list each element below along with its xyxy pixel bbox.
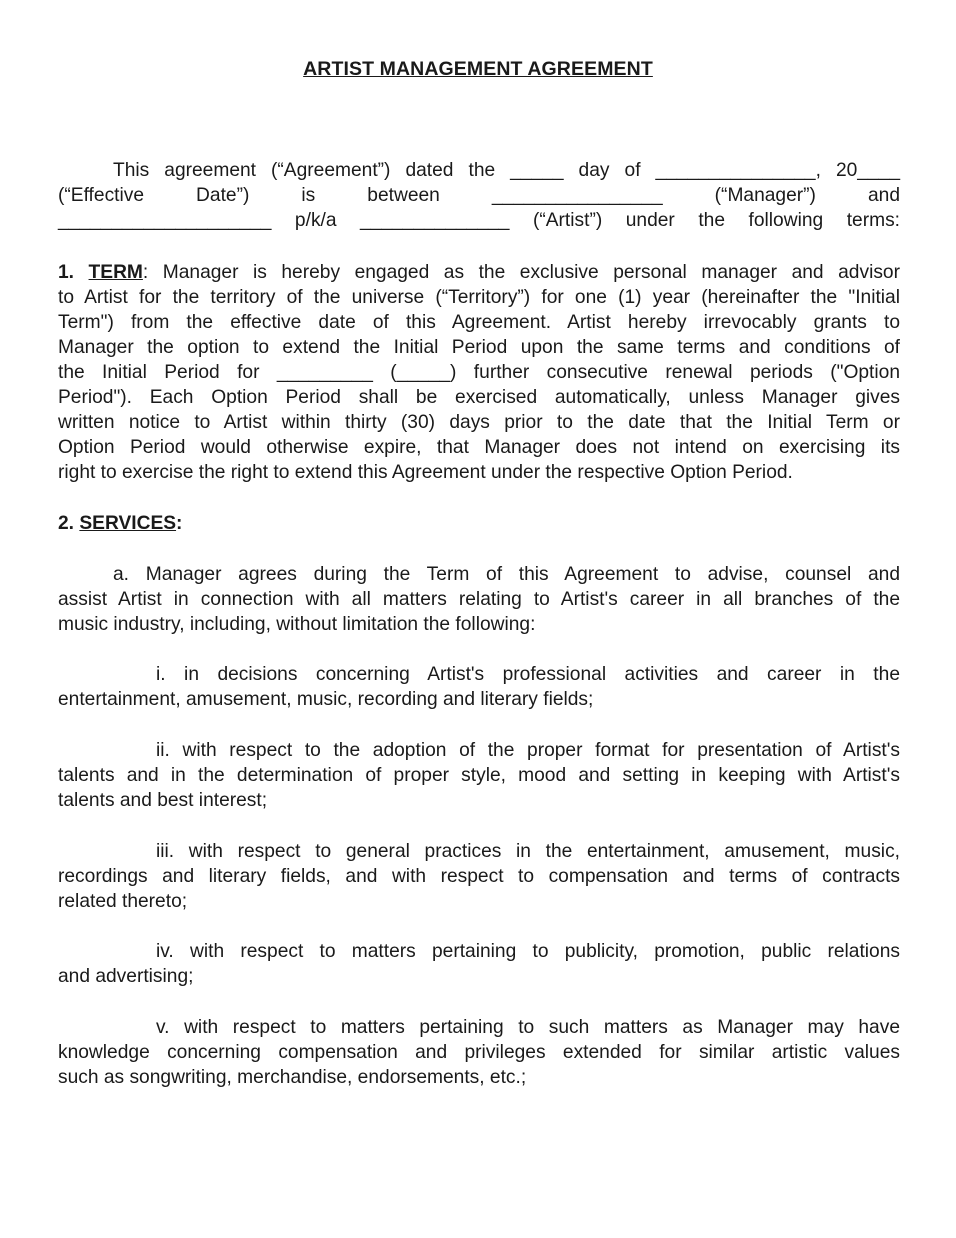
section-term: [58, 260, 900, 485]
document-title: ARTIST MANAGEMENT AGREEMENT: [303, 58, 653, 80]
section-heading-colon: :: [176, 513, 183, 534]
item-line: and advertising;: [58, 966, 194, 987]
paragraph-line: music industry, including, without limitation the following:: [58, 614, 536, 635]
item-line: talents and best interest;: [58, 790, 268, 811]
item-line: iv. with respect to matters pertaining to publicity, promotion, public relations: [156, 941, 900, 962]
services-paragraph-a: [58, 562, 900, 637]
section-number: 1.: [58, 262, 75, 283]
paragraph-line: a. Manager agrees during the Term of this Agreement to advise, counsel and: [113, 564, 900, 585]
services-item-ii: [58, 738, 900, 813]
item-line: such as songwriting, merchandise, endorsements, etc.;: [58, 1067, 527, 1088]
item-line: iii. with respect to general practices in the entertainment, amusement, music,: [156, 841, 900, 862]
item-line: i. in decisions concerning Artist's professional activities and career in the: [156, 664, 900, 685]
section-heading: SERVICES: [79, 513, 177, 534]
intro-paragraph: [58, 158, 900, 233]
item-line: v. with respect to matters pertaining to such matters as Manager may have: [156, 1017, 900, 1038]
services-item-v: [58, 1015, 900, 1090]
services-item-iii: [58, 839, 900, 914]
item-line: related thereto;: [58, 891, 188, 912]
section-term-first-line: [58, 260, 900, 285]
item-line: talents and in the determination of proper style, mood and setting in keeping with Artist's: [58, 765, 900, 786]
section-term-line: Term") from the effective date of this Agreement. Artist hereby irrevocably grants to: [58, 312, 900, 333]
paragraph-line: assist Artist in connection with all matters relating to Artist's career in all branches of the: [58, 589, 900, 610]
section-services: [58, 511, 900, 536]
intro-line: ____________________ p/k/a ______________ (“Artist”) under the following terms:: [58, 210, 900, 231]
section-term-line: right to exercise the right to extend this Agreement under the respective Option Period.: [58, 462, 793, 483]
section-number: 2.: [58, 513, 75, 534]
section-term-line: : Manager is hereby engaged as the exclusive personal manager and advisor: [142, 262, 900, 283]
section-services-heading-line: [58, 511, 900, 536]
section-term-line: to Artist for the territory of the universe (“Territory”) for one (1) year (hereinafter the "Initial: [58, 287, 900, 308]
intro-line: (“Effective Date”) is between ________________ (“Manager”) and: [58, 185, 900, 206]
item-line: recordings and literary fields, and with respect to compensation and terms of contracts: [58, 866, 900, 887]
section-term-line: Manager the option to extend the Initial Period upon the same terms and conditions of: [58, 337, 900, 358]
intro-line: This agreement (“Agreement”) dated the _____ day of _______________, 20____: [113, 160, 900, 181]
section-term-line: the Initial Period for _________ (_____) further consecutive renewal periods ("Option: [58, 362, 900, 383]
section-term-line: Option Period would otherwise expire, that Manager does not intend on exercising its: [58, 437, 900, 458]
section-term-line: written notice to Artist within thirty (30) days prior to the date that the Initial Term or: [58, 412, 900, 433]
section-term-line: Period"). Each Option Period shall be exercised automatically, unless Manager gives: [58, 387, 900, 408]
services-item-i: [58, 662, 900, 712]
section-heading: TERM: [88, 262, 143, 283]
services-item-iv: [58, 939, 900, 989]
item-line: ii. with respect to the adoption of the proper format for presentation of Artist's: [156, 740, 900, 761]
item-line: knowledge concerning compensation and privileges extended for similar artistic values: [58, 1042, 900, 1063]
item-line: entertainment, amusement, music, recording and literary fields;: [58, 689, 594, 710]
